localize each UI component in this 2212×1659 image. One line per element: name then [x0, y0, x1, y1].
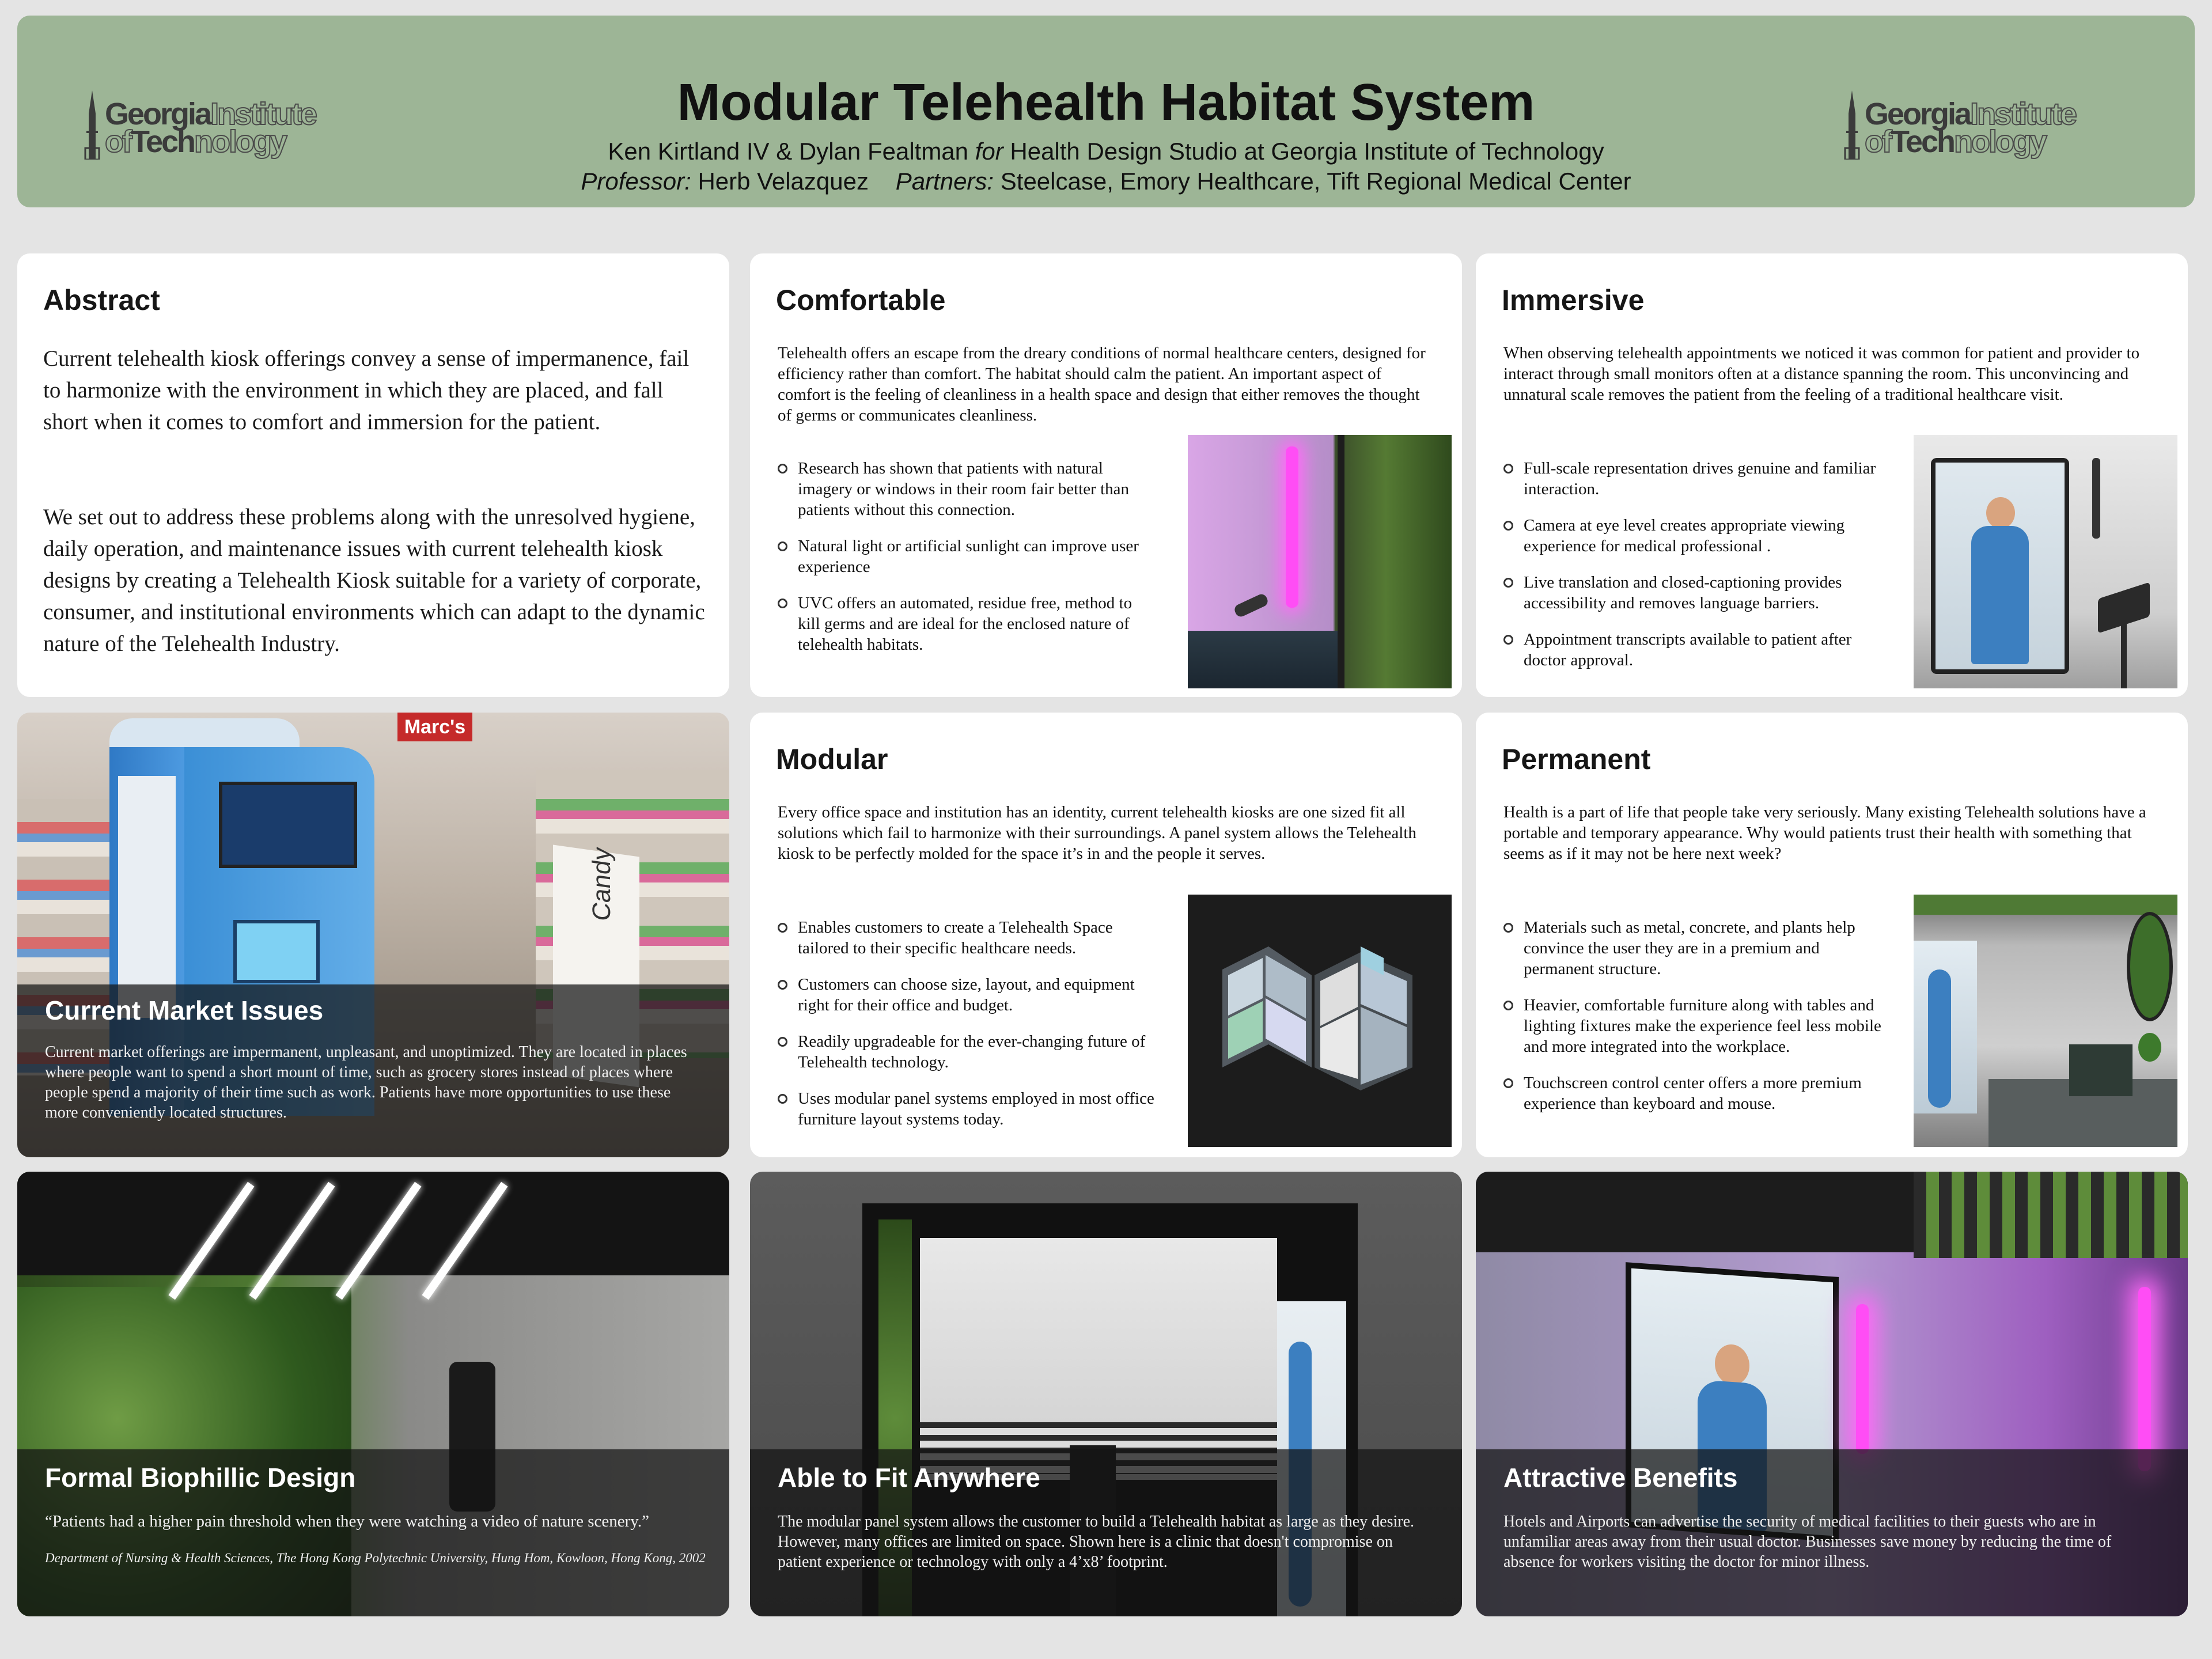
list-item: Customers can choose size, layout, and equipment right for their office and budget.: [778, 974, 1158, 1016]
comfortable-intro: Telehealth offers an escape from the dreary conditions of normal healthcare centers, designed for efficiency rather than comfort. The habitat should calm the patient. An important aspect of comfort is the feeling of cleanliness in a health space and design that either removes the thought of germs or communicates cleanliness.: [778, 344, 1426, 425]
tech-tower-icon: [1840, 90, 1863, 160]
store-sign: Marc's: [397, 713, 472, 741]
full-scale-screen-photo: [1914, 435, 2177, 688]
permanent-heading: Permanent: [1502, 743, 1651, 775]
benefits-card: [1476, 1172, 2188, 1616]
list-item: Natural light or artificial sunlight can improve user experience: [778, 536, 1146, 577]
list-item: Research has shown that patients with natural imagery or windows in their room fair better than patients without this connection.: [778, 458, 1146, 520]
uv-light-photo: [1188, 435, 1452, 688]
abstract-heading: Abstract: [43, 284, 160, 316]
market-issues-text: Current market offerings are impermanent, unpleasant, and unoptimized. They are located in places where people want to spend a short mount of time, such as grocery stores instead of places where people spend a majority of their time such as work. Patients have more opportunities to use these more conveniently located structures.: [45, 1043, 687, 1122]
list-item: Enables customers to create a Telehealth Space tailored to their specific healthcare needs.: [778, 917, 1158, 959]
list-item: Full-scale representation drives genuine and familiar interaction.: [1503, 458, 1884, 499]
ceiling: [17, 1172, 729, 1275]
modular-intro: Every office space and institution has an identity, current telehealth kiosks are one sized fit all solutions which fail to harmonize with their surroundings. A panel system allows the Telehealth kiosk to be perfectly molded for the space it’s in and the people it serves.: [778, 803, 1416, 863]
permanent-card: [1476, 713, 2188, 1157]
immersive-heading: Immersive: [1502, 284, 1645, 316]
list-item: Camera at eye level creates appropriate viewing experience for medical professional .: [1503, 515, 1884, 556]
permanent-habitat-render: [1914, 895, 2177, 1147]
fit-anywhere-heading: Able to Fit Anywhere: [778, 1463, 1040, 1493]
immersive-intro: When observing telehealth appointments we noticed it was common for patient and provider to interact through small monitors often at a distance spanning the room. This unconvincing and unnatural scale removes the patient from the feeling of a traditional healthcare visit.: [1503, 344, 2140, 404]
modular-heading: Modular: [776, 743, 888, 775]
market-issues-card: [17, 713, 729, 1157]
list-item: Touchscreen control center offers a more premium experience than keyboard and mouse.: [1503, 1073, 1884, 1114]
uv-light-bar: [2138, 1287, 2151, 1471]
list-item: Materials such as metal, concrete, and plants help convince the user they are in a premium and permanent structure.: [1503, 917, 1884, 979]
biophilic-heading: Formal Biophillic Design: [45, 1463, 356, 1493]
benefits-caption: [1476, 1449, 2188, 1616]
list-item: Appointment transcripts available to patient after doctor approval.: [1503, 629, 1884, 671]
comfortable-card: [750, 253, 1462, 697]
permanent-bullet-list: [1503, 917, 1884, 1130]
market-issues-heading: Current Market Issues: [45, 995, 324, 1025]
uv-light-bar: [1856, 1304, 1869, 1454]
comfortable-bullet-list: [778, 458, 1146, 671]
poster-title: Modular Telehealth Habitat System: [677, 74, 1535, 131]
poster-credits-line: Professor: Herb Velazquez Partners: Steelcase, Emory Healthcare, Tift Regional Medical Center: [581, 168, 1631, 195]
biophilic-caption: [17, 1449, 729, 1616]
list-item: Readily upgradeable for the ever-changing future of Telehealth technology.: [778, 1031, 1158, 1073]
immersive-bullet-list: [1503, 458, 1884, 686]
benefits-heading: Attractive Benefits: [1503, 1463, 1738, 1493]
georgia-tech-logo-left: GeorgiaInstitute ofTechnology: [81, 90, 403, 160]
list-item: Uses modular panel systems employed in most office furniture layout systems today.: [778, 1088, 1158, 1130]
fit-anywhere-card: [750, 1172, 1462, 1616]
biophilic-card: [17, 1172, 729, 1616]
fit-anywhere-caption: [750, 1449, 1462, 1616]
list-item: Live translation and closed-captioning provides accessibility and removes language barriers.: [1503, 572, 1884, 613]
comfortable-heading: Comfortable: [776, 284, 946, 316]
biophilic-quote: “Patients had a higher pain threshold when they were watching a video of nature scenery.”: [45, 1512, 649, 1531]
modular-panels-render: [1188, 895, 1452, 1147]
permanent-intro: Health is a part of life that people take very seriously. Many existing Telehealth solutions have a portable and temporary appearance. Why would patients trust their health with something that seems as if it may not be here next week?: [1503, 803, 2146, 863]
biophilic-citation: Department of Nursing & Health Sciences, The Hong Kong Polytechnic University, Hung Hom, Kowloon, Hong Kong, 2002: [45, 1551, 706, 1565]
modular-bullet-list: [778, 917, 1158, 1145]
georgia-tech-logo-right: GeorgiaInstitute ofTechnology: [1840, 90, 2163, 160]
market-issues-caption: [17, 984, 729, 1157]
abstract-card: [17, 253, 729, 697]
candy-display: Candy: [553, 844, 639, 1087]
list-item: Heavier, comfortable furniture along with tables and lighting fixtures make the experience feel less mobile and more integrated into the workplace.: [1503, 995, 1884, 1057]
abstract-paragraph-1: Current telehealth kiosk offerings convey a sense of impermanence, fail to harmonize with the environment in which they are placed, and fall short when it comes to comfort and immersion for the patient.: [43, 346, 690, 434]
poster-header: [17, 16, 2195, 207]
fit-anywhere-text: The modular panel system allows the customer to build a Telehealth habitat as large as they desire. However, many offices are limited on space. Shown here is a clinic that doesn't compromise on patient experience or technology with only a 4’x8’ footprint.: [778, 1513, 1415, 1571]
benefits-text: Hotels and Airports can advertise the security of medical facilities to their guests who are in unfamiliar areas away from their usual doctor. Businesses save money by reducing the time of absence for workers visiting the doctor for minor illness.: [1503, 1513, 2112, 1571]
ceiling: [1476, 1172, 2188, 1252]
immersive-card: [1476, 253, 2188, 697]
poster-authors-line: Ken Kirtland IV & Dylan Fealtman for Health Design Studio at Georgia Institute of Technology: [608, 138, 1604, 165]
modular-card: [750, 713, 1462, 1157]
list-item: UVC offers an automated, residue free, method to kill germs and are ideal for the enclosed nature of telehealth habitats.: [778, 593, 1146, 655]
abstract-paragraph-2: We set out to address these problems along with the unresolved hygiene, daily operation, and maintenance issues with current telehealth kiosk designs by creating a Telehealth Kiosk suitable for a variety of corporate, consumer, and institutional environments which can adapt to the dynamic nature of the Telehealth Industry.: [43, 505, 705, 656]
